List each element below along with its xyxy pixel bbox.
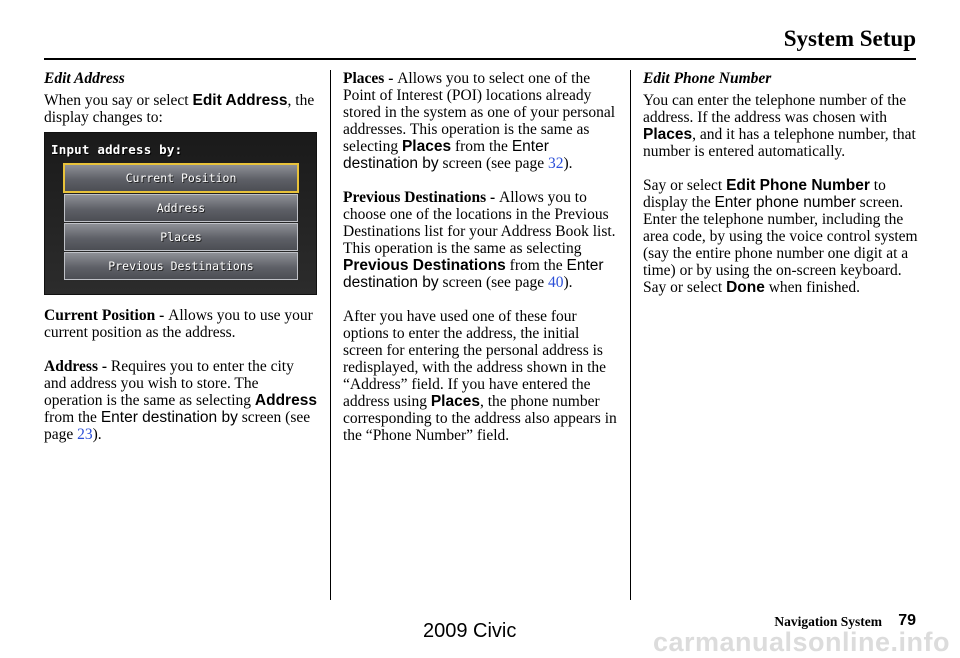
text: from the: [505, 257, 567, 274]
term-places-button: Places: [643, 126, 693, 143]
text: ).: [563, 155, 573, 172]
text: screen (see page: [438, 274, 548, 291]
text: Allows you to select one of the Point of Interest (POI) locations already stored in the system as one of your personal addresses. This operation is the same as selecting: [343, 70, 616, 155]
text: ).: [563, 274, 573, 291]
term-done: Done: [726, 279, 765, 296]
nav-option-previous-destinations: Previous Destinations: [64, 252, 298, 280]
column-1: [44, 70, 319, 460]
text: screen (see page: [438, 155, 548, 172]
paragraph-address: [44, 358, 319, 443]
column-divider: [630, 70, 631, 600]
section-heading-edit-phone-number: Edit Phone Number: [643, 70, 772, 87]
paragraph-after: [343, 308, 618, 444]
term-address-button: Address: [254, 392, 317, 409]
page-title: System Setup: [783, 26, 916, 51]
term-enter-phone-number: Enter phone number: [714, 194, 856, 211]
text: , the phone number corresponding to the address also appears in the “Phone Number” field.: [343, 393, 617, 444]
column-2: [343, 70, 618, 461]
page-link-23[interactable]: 23: [77, 426, 93, 443]
term-address: Address -: [44, 358, 111, 375]
text: You can enter the telephone number of the address. If the address was chosen with: [643, 92, 907, 126]
text: , the display changes to:: [44, 92, 315, 126]
term-enter-destination-by: Enter destination by: [100, 409, 238, 426]
term-places: Places -: [343, 70, 398, 87]
paragraph-phone-1: [643, 92, 918, 160]
paragraph-phone-2: [643, 177, 918, 296]
page-link-32[interactable]: 32: [547, 155, 564, 172]
text: screen (see page: [44, 409, 311, 443]
nav-option-address: Address: [64, 194, 298, 222]
text: when finished.: [764, 279, 860, 296]
text: , and it has a telephone number, that number is entered automatically.: [643, 126, 916, 160]
paragraph-places: [343, 70, 618, 172]
term-previous-destinations-button: Previous Destinations: [343, 257, 506, 274]
nav-option-places: Places: [64, 223, 298, 251]
term-edit-phone-number: Edit Phone Number: [726, 177, 870, 194]
text: to display the: [643, 177, 886, 211]
text: Allows you to use your current position as the address.: [44, 307, 313, 341]
watermark-model: 2009 Civic: [423, 620, 517, 642]
term-enter-destination-by: Enter destination by: [343, 257, 604, 291]
paragraph-current-position: [44, 307, 319, 341]
text: Allows you to choose one of the locations in the Previous Destinations list for your Address Book list. This operation is the same as selecting: [343, 189, 616, 257]
nav-option-current-position: Current Position: [63, 163, 299, 193]
text: After you have used one of these four options to enter the address, the initial screen for entering the personal address is redisplayed, with the address shown in the “Address” field. If you have entered the address using: [343, 308, 607, 410]
intro-paragraph: [44, 92, 319, 126]
term-places-button: Places: [430, 393, 480, 410]
text: from the: [451, 138, 512, 155]
text: Requires you to enter the city and address you wish to store. The operation is the same as selecting: [44, 358, 294, 409]
paragraph-previous-destinations: [343, 189, 618, 291]
watermark-site: carmanualsonline.info: [652, 627, 950, 657]
section-heading-edit-address: Edit Address: [44, 70, 125, 87]
nav-screen-title: Input address by:: [51, 142, 183, 157]
nav-screen-image: [44, 132, 317, 295]
term-places-button: Places: [401, 138, 452, 155]
term-current-position: Current Position -: [44, 307, 169, 324]
page-link-40[interactable]: 40: [547, 274, 564, 291]
text: ).: [92, 426, 102, 443]
page-number: 79: [898, 612, 916, 629]
text: screen. Enter the telephone number, including the area code, by using the voice control system (say the entire phone number one digit at a time) or by using the on-screen keyboard. Say or select: [643, 194, 918, 296]
text: from the: [44, 409, 101, 426]
text: When you say or select: [44, 92, 193, 109]
text: Say or select: [643, 177, 727, 194]
header-rule: [44, 58, 916, 60]
column-3: [643, 70, 918, 313]
term-enter-destination-by: Enter destination by: [343, 138, 549, 172]
term-previous-destinations: Previous Destinations -: [343, 189, 500, 206]
footer-label: Navigation System: [774, 614, 882, 629]
column-divider: [330, 70, 331, 600]
term-edit-address: Edit Address: [192, 92, 288, 109]
